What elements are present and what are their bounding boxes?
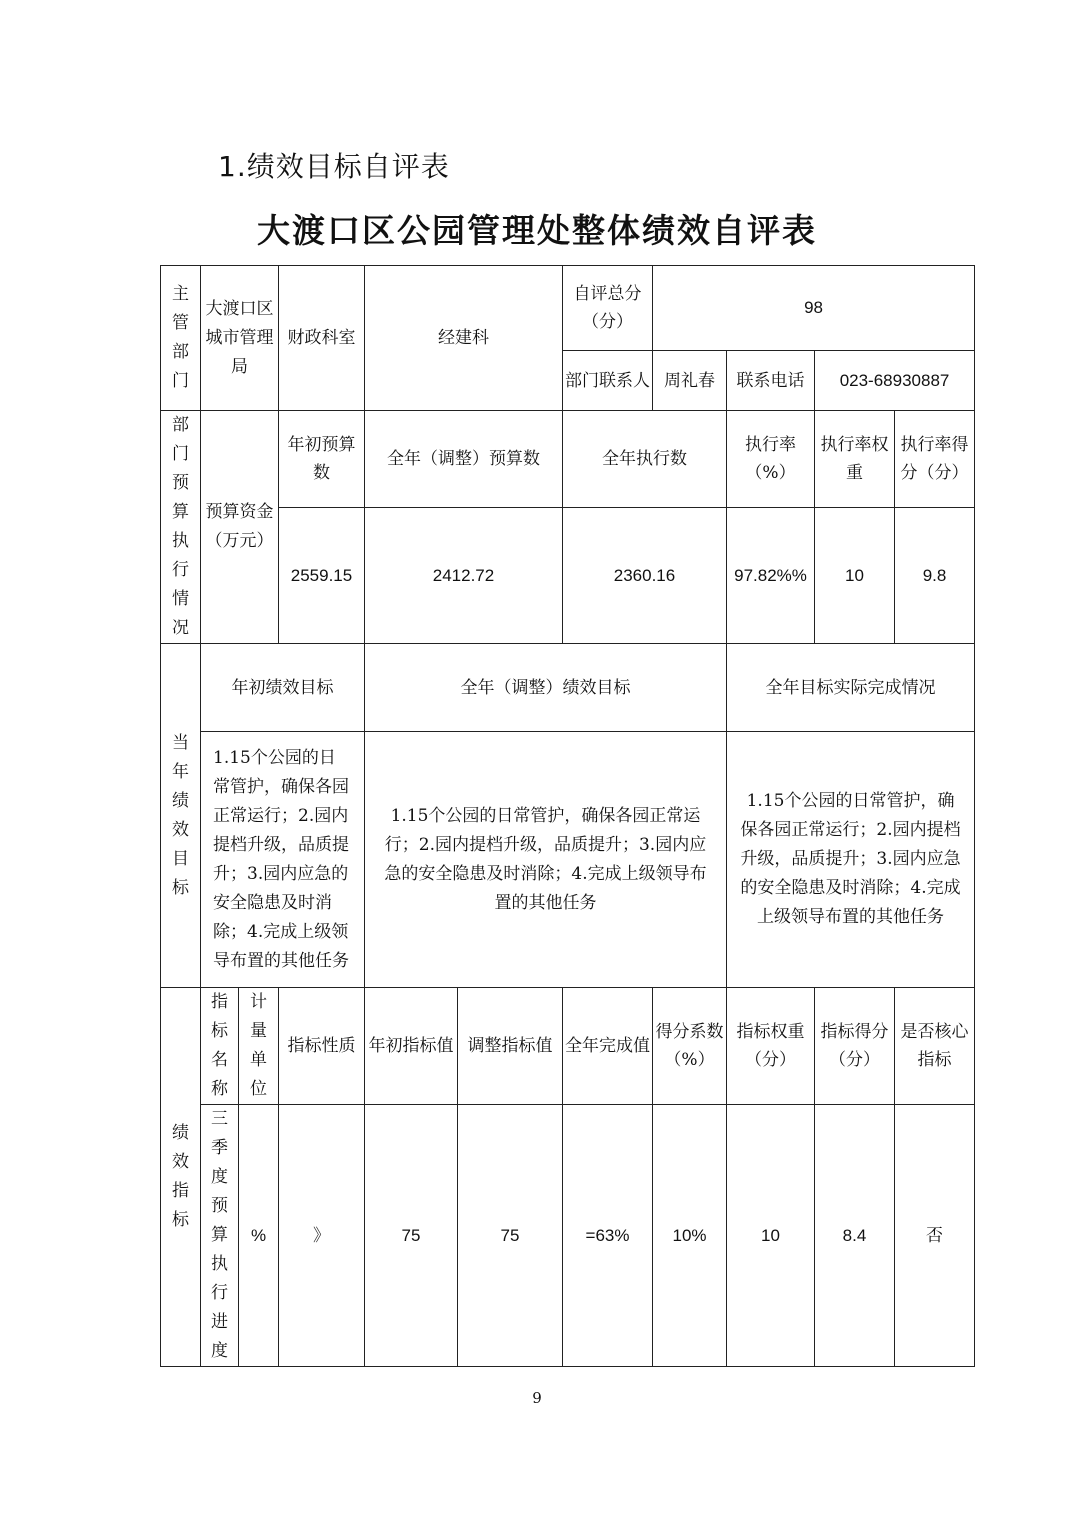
exec-rate-value: 97.82%% [727, 508, 815, 644]
indicator-initial: 75 [365, 1105, 458, 1367]
indicator-nature: 》 [279, 1105, 365, 1367]
col-adjusted-budget: 全年（调整）预算数 [365, 411, 563, 508]
dept-name: 大渡口区城市管理局 [201, 266, 279, 411]
indicator-name: 三季度预算执行进度 [201, 1105, 239, 1367]
goals-section-label: 当年绩效目标 [161, 644, 201, 988]
initial-budget-value: 2559.15 [279, 508, 365, 644]
self-score-label: 自评总分（分） [563, 266, 653, 351]
contact-label: 部门联系人 [563, 351, 653, 411]
evaluation-table [160, 265, 975, 1367]
section-heading: 1.绩效目标自评表 [218, 150, 450, 183]
col-indicator-name: 指标名称 [201, 988, 239, 1105]
indicator-core: 否 [895, 1105, 975, 1367]
executed-budget-value: 2360.16 [563, 508, 727, 644]
col-completed: 全年完成值 [563, 988, 653, 1105]
col-initial-budget: 年初预算数 [279, 411, 365, 508]
adjusted-budget-value: 2412.72 [365, 508, 563, 644]
indicators-section-label: 绩效指标 [161, 988, 201, 1367]
indicator-adjusted: 75 [458, 1105, 563, 1367]
col-core-indicator: 是否核心指标 [895, 988, 975, 1105]
contact-name: 周礼春 [653, 351, 727, 411]
phone-value: 023-68930887 [815, 351, 975, 411]
page-title: 大渡口区公园管理处整体绩效自评表 [257, 211, 817, 250]
construction-office: 经建科 [365, 266, 563, 411]
indicator-coefficient: 10% [653, 1105, 727, 1367]
indicator-completed: =63% [563, 1105, 653, 1367]
finance-office: 财政科室 [279, 266, 365, 411]
col-unit: 计量单位 [239, 988, 279, 1105]
exec-weight-value: 10 [815, 508, 895, 644]
col-indicator-score: 指标得分（分） [815, 988, 895, 1105]
exec-score-value: 9.8 [895, 508, 975, 644]
col-indicator-weight: 指标权重（分） [727, 988, 815, 1105]
self-score-value: 98 [653, 266, 975, 351]
budget-section-label: 部门预算执行情况 [161, 411, 201, 644]
col-exec-rate: 执行率（%） [727, 411, 815, 508]
col-initial-goal: 年初绩效目标 [201, 644, 365, 732]
table-row [161, 1105, 975, 1367]
col-adjusted-target: 调整指标值 [458, 988, 563, 1105]
col-nature: 指标性质 [279, 988, 365, 1105]
fund-label: 预算资金（万元） [201, 411, 279, 644]
col-actual-goal: 全年目标实际完成情况 [727, 644, 975, 732]
initial-goal-text: 1.15个公园的日常管护，确保各园正常运行；2.园内提档升级，品质提升；3.园内应急的安全隐患及时消除；4.完成上级领导布置的其他任务 [201, 732, 365, 988]
indicator-weight: 10 [727, 1105, 815, 1367]
adjusted-goal-text: 1.15个公园的日常管护，确保各园正常运行；2.园内提档升级，品质提升；3.园内应急的安全隐患及时消除；4.完成上级领导布置的其他任务 [365, 732, 727, 988]
col-exec-score: 执行率得分（分） [895, 411, 975, 508]
dept-label: 主管部门 [161, 266, 201, 411]
col-executed-budget: 全年执行数 [563, 411, 727, 508]
col-coefficient: 得分系数（%） [653, 988, 727, 1105]
indicator-score: 8.4 [815, 1105, 895, 1367]
col-exec-weight: 执行率权重 [815, 411, 895, 508]
indicator-unit: % [239, 1105, 279, 1367]
page-number: 9 [532, 1389, 542, 1407]
phone-label: 联系电话 [727, 351, 815, 411]
col-initial-target: 年初指标值 [365, 988, 458, 1105]
col-adjusted-goal: 全年（调整）绩效目标 [365, 644, 727, 732]
actual-goal-text: 1.15个公园的日常管护，确保各园正常运行；2.园内提档升级，品质提升；3.园内应急的安全隐患及时消除；4.完成上级领导布置的其他任务 [727, 732, 975, 988]
